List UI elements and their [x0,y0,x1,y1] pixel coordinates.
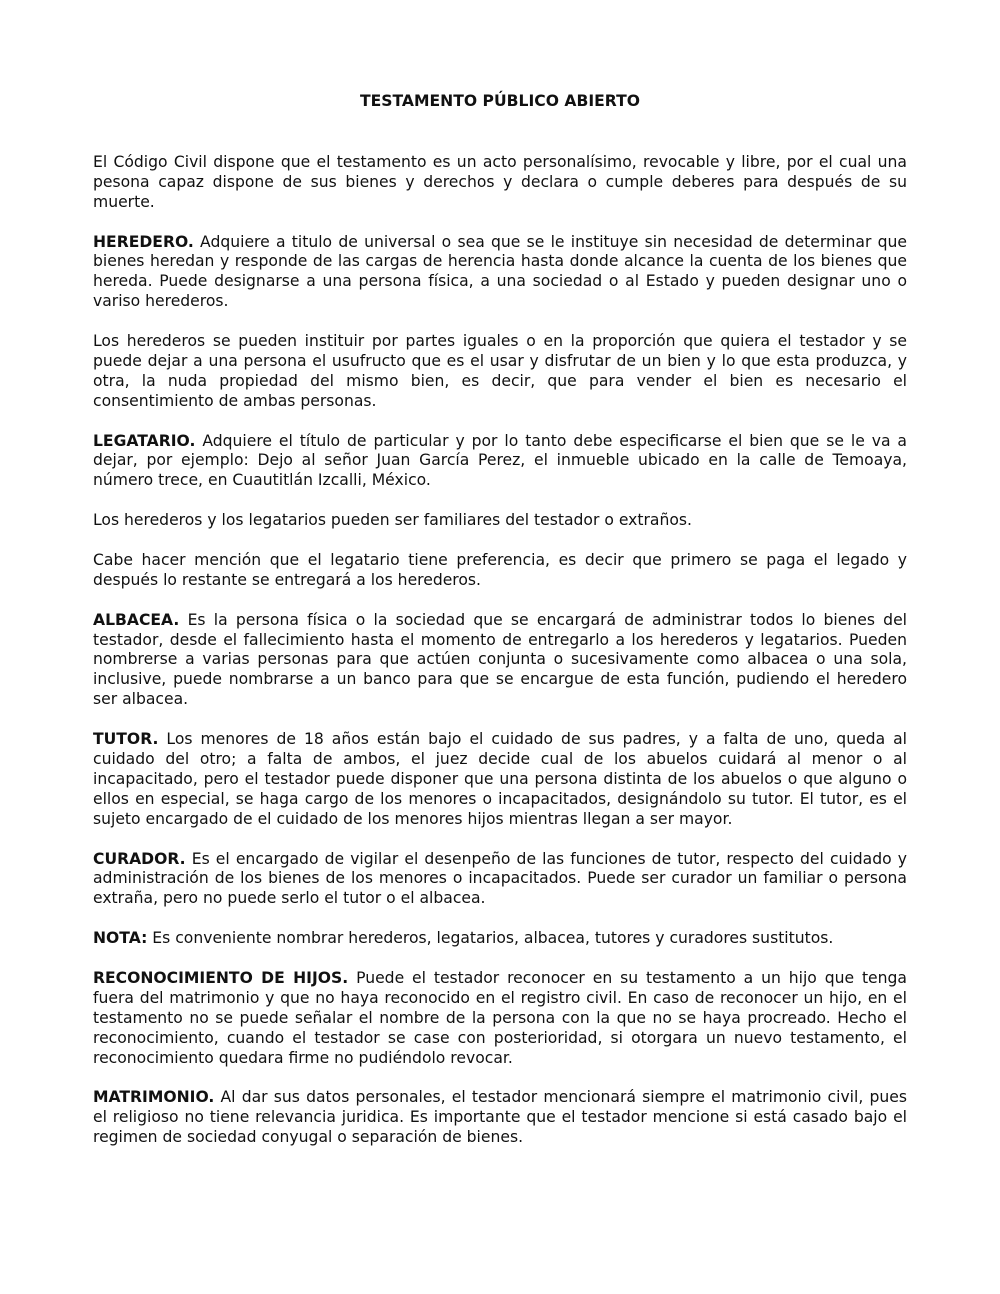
term-reconocimiento-de-hijos: RECONOCIMIENTO DE HIJOS. [93,968,349,987]
paragraph-text: Es el encargado de vigilar el desenpeño de las funciones de tutor, respecto del cuidado y administración de los bienes de los menores o incapacitados. Puede ser curador un familiar o persona extraña, pero no puede serlo el tutor o el albacea. [93,849,907,908]
paragraph-herederos-partes [93,332,907,412]
paragraph-text: Es la persona física o la sociedad que se encargará de administrar todos lo bienes del testador, desde el fallecimiento hasta el momento de entregarlo a los herederos y legatarios. Pueden nombrerse a varias personas para que actúen conjunta o sucesivamente como albacea o una sola, inclusive, puede nombrarse a un banco para que se encargue de esta función, pudiendo el heredero ser albacea. [93,610,907,709]
paragraph-text: Adquiere el título de particular y por lo tanto debe especificarse el bien que se le va a dejar, por ejemplo: Dejo al señor Juan García Perez, el inmueble ubicado en la calle de Temoaya, número trece, en Cuautitlán Izcalli, México. [93,431,907,490]
paragraph-nota [93,929,907,949]
term-matrimonio: MATRIMONIO. [93,1088,215,1107]
term-curador: CURADOR. [93,849,186,868]
term-heredero: HEREDERO. [93,232,194,251]
paragraph-legatario [93,432,907,492]
term-albacea: ALBACEA. [93,610,180,629]
paragraph-familiares [93,511,907,531]
paragraph-text: Adquiere a titulo de universal o sea que se le instituye sin necesidad de determinar que bienes heredan y responde de las cargas de herencia hasta donde alcance la cuenta de los bienes que hereda. Puede designarse a una persona física, a una sociedad o al Estado y pueden designar uno o variso herederos. [93,232,907,311]
paragraph-text: Los menores de 18 años están bajo el cuidado de sus padres, y a falta de uno, queda al cuidado del otro; a falta de ambos, el juez decide cual de los abuelos cuidará al menor o al incapacitado, pero el testador puede disponer que una persona distinta de los abuelos o que alguno o ellos en especial, se haga cargo de los menores o incapacitados, designándolo su tutor. El tutor, es el sujeto encargado de el cuidado de los menores hijos mientras llegan a ser mayor. [93,730,907,828]
paragraph-curador [93,850,907,910]
term-legatario: LEGATARIO. [93,431,196,450]
document-page [93,92,907,1168]
paragraph-text: El Código Civil dispone que el testamento es un acto personalísimo, revocable y libre, por el cual una pesona capaz dispone de sus bienes y derechos y declara o cumple deberes para después de su muerte. [93,152,907,211]
paragraph-text: Cabe hacer mención que el legatario tiene preferencia, es decir que primero se paga el legado y después lo restante se entregará a los herederos. [93,550,907,589]
paragraph-text: Puede el testador reconocer en su testamento a un hijo que tenga fuera del matrimonio y que no haya reconocido en el registro civil. En caso de reconocer un hijo, en el testamento no se puede señalar el nombre de la persona con la que no se haya procreado. Hecho el reconocimiento, cuando el testador se case con posterioridad, si otorgara un nuevo testamento, el reconocimiento quedara firme no pudiéndolo revocar. [93,968,907,1067]
paragraph-text: Los herederos se pueden instituir por partes iguales o en la proporción que quiera el testador y se puede dejar a una persona el usufructo que es el usar y disfrutar de un bien y lo que esta produzca, y otra, la nuda propiedad del mismo bien, es decir, que para vender el bien es necesario el consentimiento de ambas personas. [93,332,907,410]
paragraph-intro [93,153,907,213]
term-nota: NOTA: [93,929,148,948]
paragraph-heredero [93,233,907,313]
paragraph-matrimonio [93,1088,907,1148]
paragraph-albacea [93,611,907,711]
document-title: TESTAMENTO PÚBLICO ABIERTO [359,92,640,110]
paragraph-text: Es conveniente nombrar herederos, legatarios, albacea, tutores y curadores sustitutos. [147,929,834,948]
paragraph-text: Al dar sus datos personales, el testador mencionará siempre el matrimonio civil, pues el religioso no tiene relevancia juridica. Es importante que el testador mencione si está casado bajo el regimen de sociedad conyugal o separación de bienes. [93,1088,907,1147]
paragraph-tutor [93,730,907,830]
paragraph-text: Los herederos y los legatarios pueden ser familiares del testador o extraños. [93,511,692,530]
paragraph-reconocimiento [93,969,907,1069]
paragraph-preferencia [93,551,907,591]
term-tutor: TUTOR. [93,730,159,749]
